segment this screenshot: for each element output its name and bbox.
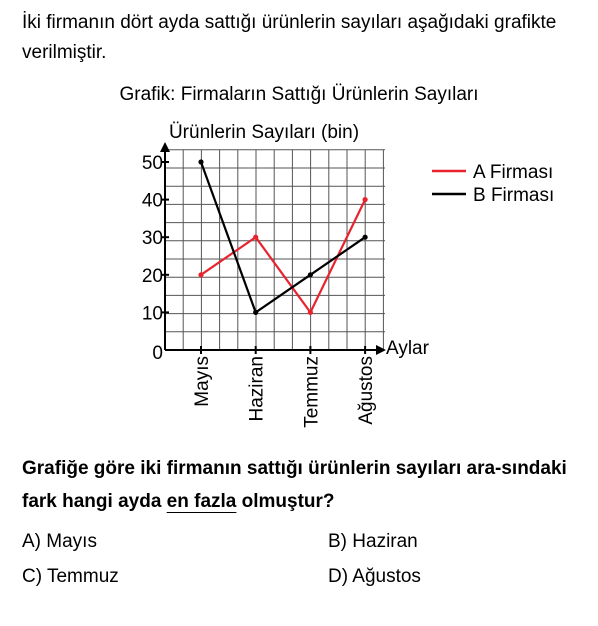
y-axis-arrow xyxy=(160,142,170,152)
intro-text: İki firmanın dört ayda sattığı ürünlerin sayıları aşağıdaki grafikte verilmiştir. xyxy=(22,12,557,63)
data-point xyxy=(308,310,313,315)
question-text xyxy=(22,452,582,518)
option-b[interactable]: B) Haziran xyxy=(328,531,418,552)
x-axis-label: Aylar xyxy=(386,338,429,359)
chart-title: Grafik: Firmaların Sattığı Ürünlerin Sayıları xyxy=(119,84,479,105)
data-point xyxy=(308,272,313,277)
chart-grid xyxy=(165,150,385,350)
x-tick-label: Ağustos xyxy=(356,356,378,425)
x-tick-label: Mayıs xyxy=(192,356,213,407)
y-tick-label: 20 xyxy=(141,265,163,287)
question-after: olmuştur? xyxy=(236,491,335,512)
x-axis-arrow xyxy=(376,345,386,355)
y-axis-label: Ürünlerin Sayıları (bin) xyxy=(168,122,360,143)
y-tick-label: 10 xyxy=(141,303,163,325)
y-tick-label: 0 xyxy=(152,343,163,364)
legend-label-0: A Firması xyxy=(473,162,554,183)
chart-series xyxy=(198,159,367,315)
data-point xyxy=(198,159,203,164)
y-tick-label: 50 xyxy=(141,153,163,174)
question-emphasis: en fazla xyxy=(166,491,237,512)
y-tick-label: 40 xyxy=(141,190,163,212)
chart-axes xyxy=(142,142,386,428)
legend-label-1: B Firması xyxy=(473,185,555,206)
data-point xyxy=(363,235,368,240)
option-d[interactable]: D) Ağustos xyxy=(328,566,421,587)
data-point xyxy=(253,235,258,240)
y-tick-label: 30 xyxy=(141,228,163,250)
data-point xyxy=(253,310,258,315)
x-tick-label: Temmuz xyxy=(301,356,323,428)
data-point xyxy=(363,197,368,202)
chart-legend xyxy=(432,162,554,206)
question-before: Grafiğe göre iki firmanın sattığı ürünlerin sayıları ara-sındaki fark hangi ayda xyxy=(22,458,567,512)
data-point xyxy=(198,272,203,277)
series-line-1 xyxy=(201,162,365,312)
option-c[interactable]: C) Temmuz xyxy=(22,566,119,587)
option-a[interactable]: A) Mayıs xyxy=(22,531,97,552)
x-tick-label: Haziran xyxy=(246,356,268,422)
